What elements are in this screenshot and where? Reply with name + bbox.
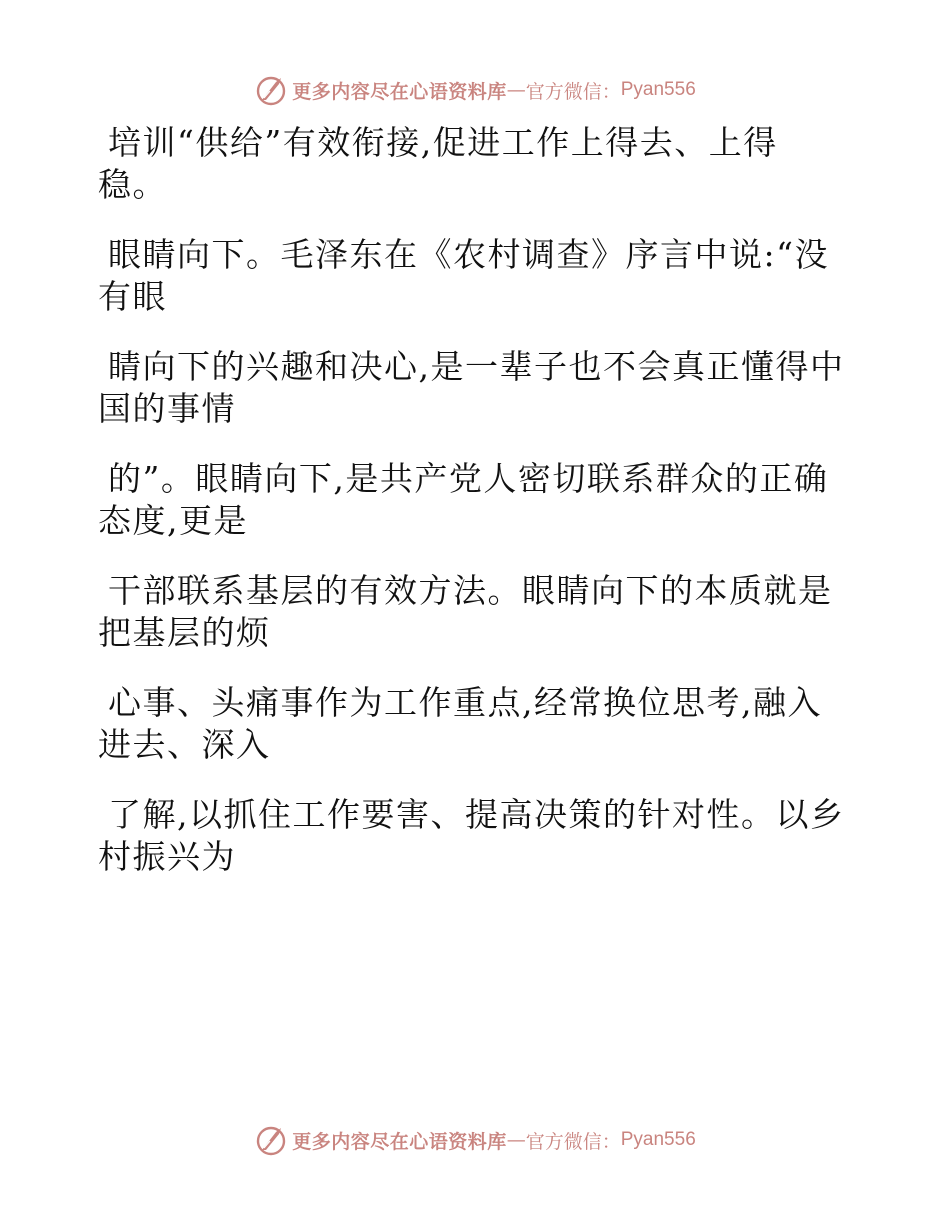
text-line: 眼睛向下。毛泽东在《农村调查》序言中说:“没 [108, 235, 829, 274]
watermark-separator: — [506, 1129, 526, 1151]
watermark-contact-id: Pyan556 [620, 1129, 696, 1150]
watermark-contact-id: Pyan556 [620, 79, 696, 100]
paragraph [98, 234, 858, 318]
watermark-contact-label: 官方微信： [525, 1130, 621, 1153]
watermark-contact-label: 官方微信： [525, 80, 621, 103]
footer-watermark [0, 1120, 950, 1160]
paragraph [98, 682, 858, 766]
text-line: 态度,更是 [98, 501, 248, 540]
text-line: 培训“供给”有效衔接,促进工作上得去、上得 [108, 123, 778, 162]
paragraph [98, 122, 858, 206]
text-line: 进去、深入 [98, 725, 271, 764]
quill-pen-logo-icon [254, 73, 288, 107]
watermark-text: 更多内容尽在心语资料库 [292, 1130, 507, 1153]
document-body [98, 122, 858, 906]
text-line: 稳。 [98, 165, 167, 204]
text-line: 的”。眼睛向下,是共产党人密切联系群众的正确 [108, 459, 829, 498]
text-line: 国的事情 [98, 389, 236, 428]
text-line: 睛向下的兴趣和决心,是一辈子也不会真正懂得中 [108, 347, 845, 386]
header-watermark [0, 70, 950, 110]
paragraph [98, 458, 858, 542]
text-line: 把基层的烦 [98, 613, 271, 652]
text-line: 了解,以抓住工作要害、提高决策的针对性。以乡 [108, 795, 845, 834]
text-line: 村振兴为 [98, 837, 236, 876]
text-line: 干部联系基层的有效方法。眼睛向下的本质就是 [108, 571, 833, 610]
paragraph [98, 570, 858, 654]
paragraph [98, 794, 858, 878]
text-line: 有眼 [98, 277, 167, 316]
quill-pen-logo-icon [254, 1123, 288, 1157]
text-line: 心事、头痛事作为工作重点,经常换位思考,融入 [108, 683, 822, 722]
watermark-text: 更多内容尽在心语资料库 [292, 80, 507, 103]
watermark-separator: — [506, 79, 526, 101]
paragraph [98, 346, 858, 430]
